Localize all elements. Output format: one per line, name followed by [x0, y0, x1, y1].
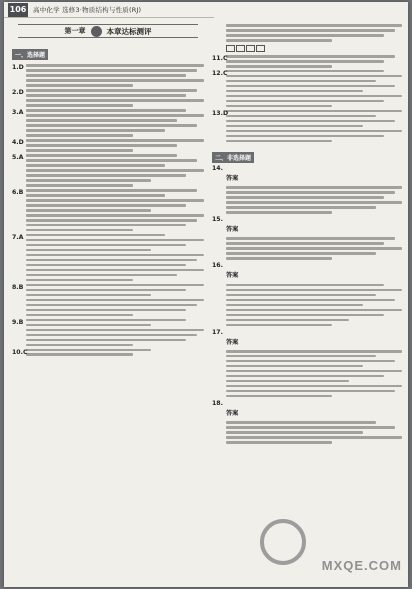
text-line-placeholder: [26, 314, 133, 317]
text-line-placeholder: [226, 39, 332, 42]
answer-label: 答案: [226, 409, 239, 417]
text-line-placeholder: [226, 395, 332, 398]
text-line-placeholder: [226, 370, 402, 373]
text-line-placeholder: [226, 324, 332, 327]
text-line-placeholder: [226, 135, 384, 138]
text-line-placeholder: [26, 209, 151, 212]
question-list-left: [12, 64, 204, 356]
question-number: 11.C: [212, 54, 228, 62]
section-heading-nonchoice: 二、非选择题: [212, 152, 254, 163]
text-line-placeholder: [26, 279, 133, 282]
text-line-placeholder: [226, 24, 402, 27]
question-item: [212, 262, 402, 326]
text-line-placeholder: [26, 299, 204, 302]
text-line-placeholder: [26, 294, 151, 297]
text-line-placeholder: [226, 355, 376, 358]
text-line-placeholder: [26, 89, 197, 92]
text-line-placeholder: [226, 211, 332, 214]
text-line-placeholder: [26, 264, 186, 267]
text-line-placeholder: [26, 304, 197, 307]
text-line-placeholder: [226, 242, 384, 245]
text-line-placeholder: [26, 274, 177, 277]
text-line-placeholder: [26, 284, 204, 287]
text-line-placeholder: [226, 125, 363, 128]
text-line-placeholder: [226, 105, 332, 108]
section-heading-choice: 一、选择题: [12, 49, 48, 60]
text-line-placeholder: [226, 431, 363, 434]
text-line-placeholder: [26, 164, 165, 167]
question-item: [12, 284, 204, 317]
question-item: [212, 70, 402, 107]
question-item: [212, 216, 402, 260]
text-line-placeholder: [226, 441, 332, 444]
text-line-placeholder: [226, 115, 376, 118]
question-number: 5.A: [12, 154, 24, 162]
question-item: [12, 319, 204, 347]
text-line-placeholder: [26, 94, 186, 97]
question-number: 15.: [212, 215, 223, 223]
text-line-placeholder: [26, 204, 186, 207]
text-line-placeholder: [26, 239, 204, 242]
question-item: [12, 234, 204, 281]
text-line-placeholder: [26, 139, 204, 142]
text-line-placeholder: [226, 65, 332, 68]
question-item: [212, 55, 402, 68]
text-line-placeholder: [226, 294, 376, 297]
chapter-label: 第一章: [64, 27, 86, 35]
text-line-placeholder: [26, 64, 204, 67]
text-line-placeholder: [26, 339, 186, 342]
watermark-circle-icon: [260, 519, 306, 565]
orbital-box: [256, 45, 265, 52]
text-line-placeholder: [26, 144, 177, 147]
text-line-placeholder: [26, 154, 177, 157]
text-line-placeholder: [26, 334, 197, 337]
text-line-placeholder: [226, 257, 332, 260]
text-line-placeholder: [26, 124, 197, 127]
text-line-placeholder: [26, 214, 204, 217]
text-line-placeholder: [226, 191, 395, 194]
text-line-placeholder: [226, 289, 402, 292]
text-line-placeholder: [226, 390, 395, 393]
text-line-placeholder: [226, 237, 395, 240]
orbital-box: [226, 45, 235, 52]
orbital-box: [236, 45, 245, 52]
text-line-placeholder: [26, 269, 204, 272]
document-page: [4, 2, 408, 587]
text-line-placeholder: [226, 29, 395, 32]
text-line-placeholder: [226, 426, 395, 429]
question-item: [12, 349, 204, 357]
question-number: 18.: [212, 399, 223, 407]
text-line-placeholder: [226, 140, 332, 143]
text-line-placeholder: [26, 189, 197, 192]
question-item: [212, 329, 402, 398]
question-item: [12, 89, 204, 107]
text-line-placeholder: [26, 114, 204, 117]
text-line-placeholder: [26, 159, 197, 162]
question-item: [12, 109, 204, 137]
question-number: 16.: [212, 262, 223, 270]
text-line-placeholder: [26, 244, 186, 247]
text-line-placeholder: [226, 196, 384, 199]
text-line-placeholder: [26, 184, 133, 187]
text-line-placeholder: [26, 234, 165, 237]
text-line-placeholder: [226, 55, 395, 58]
text-line-placeholder: [26, 224, 186, 227]
question-number: 13.D: [212, 109, 229, 117]
text-line-placeholder: [226, 375, 384, 378]
text-line-placeholder: [226, 60, 384, 63]
text-line-placeholder: [26, 84, 133, 87]
question-number: 12.C: [212, 69, 228, 77]
text-line-placeholder: [26, 129, 165, 132]
watermark-logo: [252, 513, 402, 573]
page-number: 106: [8, 3, 28, 17]
text-line-placeholder: [26, 319, 186, 322]
text-line-placeholder: [226, 365, 363, 368]
text-line-placeholder: [226, 75, 402, 78]
left-column: [12, 22, 204, 581]
answer-label: 答案: [226, 272, 239, 280]
text-line-placeholder: [26, 324, 151, 327]
text-line-placeholder: [26, 289, 186, 292]
text-line-placeholder: [26, 119, 177, 122]
text-line-placeholder: [226, 252, 376, 255]
text-line-placeholder: [226, 360, 395, 363]
text-line-placeholder: [26, 199, 204, 202]
text-line-placeholder: [26, 254, 204, 257]
text-line-placeholder: [26, 249, 151, 252]
question-number: 17.: [212, 328, 223, 336]
text-line-placeholder: [226, 314, 384, 317]
text-line-placeholder: [26, 79, 204, 82]
text-line-placeholder: [26, 169, 204, 172]
text-line-placeholder: [26, 149, 133, 152]
question-item: [12, 64, 204, 87]
question-item: [12, 139, 204, 152]
text-line-placeholder: [26, 69, 197, 72]
text-line-placeholder: [226, 85, 395, 88]
question-number: 6.B: [12, 189, 24, 196]
text-line-placeholder: [226, 90, 363, 93]
medal-icon: [91, 26, 102, 37]
question-number: 8.B: [12, 283, 24, 291]
text-line-placeholder: [26, 174, 186, 177]
question-item: [212, 24, 402, 42]
text-line-placeholder: [26, 309, 186, 312]
text-line-placeholder: [26, 349, 151, 352]
text-line-placeholder: [26, 134, 133, 137]
text-line-placeholder: [226, 284, 384, 287]
question-number: 7.A: [12, 233, 24, 241]
text-line-placeholder: [26, 219, 197, 222]
text-line-placeholder: [26, 194, 165, 197]
text-line-placeholder: [226, 110, 402, 113]
question-number: 2.D: [12, 89, 24, 97]
question-number: 9.B: [12, 318, 24, 326]
question-number: 4.D: [12, 139, 24, 147]
text-line-placeholder: [226, 70, 384, 73]
question-item: [212, 110, 402, 143]
question-list-right-top: [212, 24, 402, 142]
right-column: [212, 22, 402, 581]
text-line-placeholder: [26, 99, 204, 102]
text-line-placeholder: [226, 120, 395, 123]
text-line-placeholder: [226, 436, 402, 439]
text-line-placeholder: [26, 229, 133, 232]
text-line-placeholder: [226, 201, 402, 204]
question-number: 1.D: [12, 64, 24, 72]
text-line-placeholder: [26, 109, 186, 112]
text-line-placeholder: [226, 186, 402, 189]
chapter-title: 本章达标测评: [106, 26, 152, 36]
text-line-placeholder: [226, 380, 349, 383]
page-header: [4, 2, 214, 18]
chapter-heading: [18, 24, 198, 38]
text-line-placeholder: [226, 319, 349, 322]
watermark-text: MXQE.COM: [321, 558, 402, 573]
question-item: [12, 154, 204, 187]
text-line-placeholder: [26, 104, 133, 107]
question-item: [212, 400, 402, 444]
text-line-placeholder: [26, 179, 151, 182]
text-line-placeholder: [226, 299, 395, 302]
question-number: 10.C: [12, 348, 28, 356]
question-number: 3.A: [12, 109, 24, 117]
text-line-placeholder: [26, 74, 186, 77]
text-line-placeholder: [26, 259, 197, 262]
question-number: 14.: [212, 164, 223, 172]
text-line-placeholder: [26, 329, 204, 332]
orbital-diagram: [226, 45, 402, 52]
text-line-placeholder: [226, 95, 402, 98]
text-line-placeholder: [226, 206, 376, 209]
text-line-placeholder: [26, 344, 133, 347]
text-line-placeholder: [226, 385, 402, 388]
orbital-box: [246, 45, 255, 52]
answer-label: 答案: [226, 174, 239, 182]
text-line-placeholder: [226, 309, 402, 312]
question-item: [212, 165, 402, 214]
text-line-placeholder: [226, 130, 402, 133]
question-item: [12, 189, 204, 231]
text-line-placeholder: [226, 350, 402, 353]
answer-label: 答案: [226, 338, 239, 346]
text-line-placeholder: [226, 34, 384, 37]
book-title: 高中化学 选修3·物质结构与性质(RJ): [33, 6, 142, 14]
text-line-placeholder: [26, 353, 133, 356]
text-line-placeholder: [226, 80, 376, 83]
text-line-placeholder: [226, 304, 363, 307]
answer-label: 答案: [226, 225, 239, 233]
question-list-right-nonchoice: [212, 165, 402, 444]
text-line-placeholder: [226, 100, 384, 103]
text-line-placeholder: [226, 247, 402, 250]
text-line-placeholder: [226, 421, 376, 424]
